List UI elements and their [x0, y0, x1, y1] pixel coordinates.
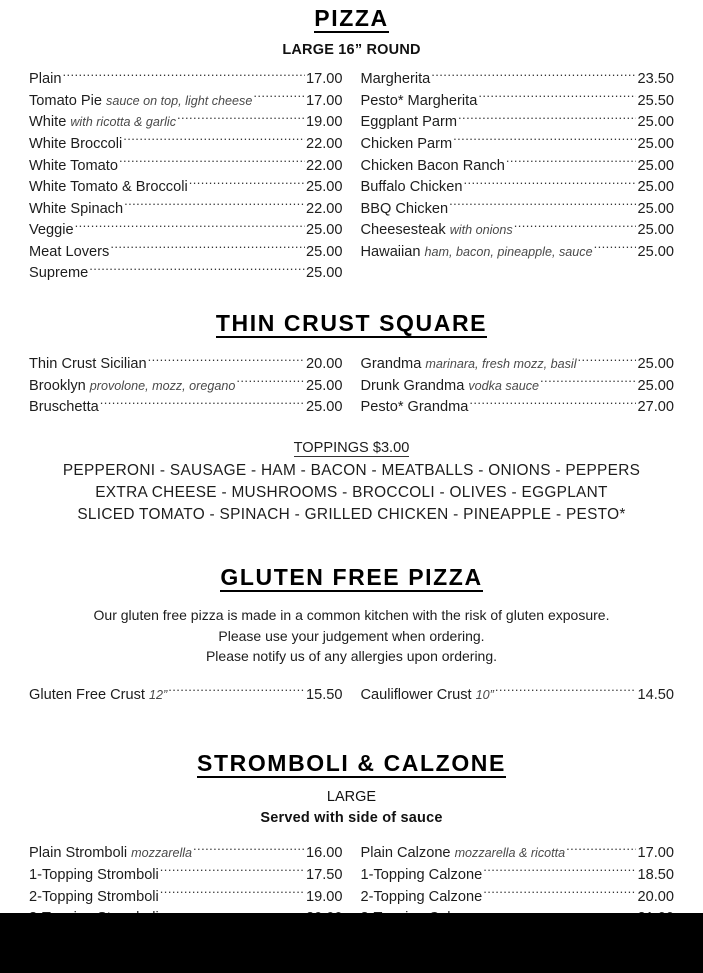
menu-item-row	[29, 242, 343, 264]
dot-leader	[483, 887, 636, 901]
menu-item-price: 17.00	[305, 71, 343, 88]
dot-leader	[177, 112, 305, 126]
menu-item-row	[361, 199, 675, 221]
gluten-free-notes	[0, 605, 703, 667]
menu-item-price: 23.50	[637, 71, 674, 88]
menu-item-price: 25.00	[305, 265, 343, 282]
menu-item-price: 22.00	[305, 135, 343, 152]
footer-bar	[0, 913, 703, 973]
dot-leader	[566, 843, 636, 857]
dot-leader	[124, 199, 305, 213]
menu-item-name: Thin Crust Sicilian	[29, 356, 147, 373]
menu-item-row	[361, 220, 675, 242]
pizza-column-right	[361, 69, 675, 285]
dot-leader	[168, 685, 305, 699]
dot-leader	[193, 843, 305, 857]
section-heading-pizza	[0, 6, 703, 33]
menu-item-name: White	[29, 114, 67, 131]
menu-item-price: 20.00	[637, 888, 674, 905]
dot-leader	[469, 397, 636, 411]
menu-item-price: 25.00	[637, 200, 674, 217]
menu-item-description: ham, bacon, pineapple, sauce	[424, 244, 593, 259]
menu-item-price: 25.00	[637, 377, 674, 394]
menu-item-name: Hawaiian	[360, 243, 421, 260]
section-heading-stromboli-calzone-text: STROMBOLI & CALZONE	[197, 751, 506, 778]
gluten-free-column-left	[29, 685, 343, 707]
menu-item-name: 2-Topping Stromboli	[29, 888, 159, 905]
menu-item-row	[29, 134, 343, 156]
menu-item-price: 27.00	[637, 399, 674, 416]
menu-item-row	[29, 397, 343, 419]
menu-item-price: 25.00	[637, 135, 674, 152]
menu-item-price: 25.00	[637, 157, 674, 174]
toppings-list	[0, 460, 703, 526]
dot-leader	[119, 156, 305, 170]
menu-item-name: Eggplant Parm	[360, 114, 458, 131]
dot-leader	[100, 397, 305, 411]
dot-leader	[189, 177, 305, 191]
menu-item-name: White Tomato & Broccoli	[29, 179, 188, 196]
menu-item-price: 17.50	[305, 866, 343, 883]
menu-item-price: 14.50	[637, 686, 674, 703]
menu-item-name: Bruschetta	[29, 399, 99, 416]
menu-item-price: 17.00	[305, 92, 343, 109]
pizza-columns	[0, 69, 703, 285]
menu-item-name: Chicken Parm	[360, 135, 453, 152]
menu-item-row	[361, 242, 675, 264]
section-heading-gluten-free-pizza-text: GLUTEN FREE PIZZA	[220, 565, 482, 592]
thin-crust-column-right	[361, 354, 675, 419]
dot-leader	[458, 112, 636, 126]
menu-item-name: Plain Stromboli	[29, 845, 128, 862]
dot-leader	[594, 242, 637, 256]
dot-leader	[578, 354, 637, 368]
menu-item-name: 1-Topping Stromboli	[29, 866, 159, 883]
dot-leader	[62, 69, 305, 83]
menu-item-name: Brooklyn	[29, 377, 86, 394]
menu-item-row	[29, 69, 343, 91]
section-subtitle-stromboli-large: LARGE	[326, 789, 377, 806]
menu-item-row	[29, 263, 343, 285]
menu-item-description: 12”	[148, 687, 168, 702]
menu-item-name: Meat Lovers	[29, 243, 110, 260]
dot-leader	[449, 199, 636, 213]
menu-item-row	[361, 134, 675, 156]
section-heading-gluten-free-pizza	[0, 565, 703, 592]
menu-item-description: sauce on top, light cheese	[106, 93, 253, 108]
section-subtitle-stromboli-sauce: Served with side of sauce	[260, 810, 443, 827]
menu-item-description: vodka sauce	[468, 378, 540, 393]
menu-item-name: White Spinach	[29, 200, 124, 217]
menu-item-price: 25.00	[305, 222, 343, 239]
menu-item-price: 25.00	[305, 377, 343, 394]
menu-item-name: Drunk Grandma	[360, 377, 465, 394]
menu-item-name: White Tomato	[29, 157, 118, 174]
dot-leader	[236, 376, 305, 390]
dot-leader	[160, 887, 305, 901]
gluten-free-columns	[0, 685, 703, 707]
dot-leader	[478, 91, 636, 105]
menu-item-name: Plain	[29, 71, 62, 88]
section-heading-stromboli-calzone	[0, 751, 703, 778]
menu-item-row	[361, 156, 675, 178]
menu-item-description: provolone, mozz, oregano	[89, 378, 236, 393]
menu-item-description: marinara, fresh mozz, basil	[425, 357, 577, 372]
menu-item-row	[361, 843, 675, 865]
menu-item-row	[29, 112, 343, 134]
menu-item-price: 25.00	[305, 399, 343, 416]
menu-item-row	[29, 685, 343, 707]
menu-item-row	[361, 887, 675, 909]
menu-item-row	[29, 376, 343, 398]
section-heading-thin-crust-square-text: THIN CRUST SQUARE	[216, 311, 487, 338]
menu-item-name: Cheesesteak	[360, 222, 446, 239]
menu-item-price: 18.50	[637, 866, 674, 883]
menu-item-price: 22.00	[305, 157, 343, 174]
menu-item-row	[361, 91, 675, 113]
menu-item-name: Veggie	[29, 222, 74, 239]
menu-item-row	[361, 112, 675, 134]
menu-item-name: Gluten Free Crust	[29, 686, 145, 703]
menu-item-price: 19.00	[305, 114, 343, 131]
dot-leader	[463, 177, 636, 191]
menu-item-name: Buffalo Chicken	[360, 179, 463, 196]
dot-leader	[110, 242, 305, 256]
menu-item-name: Plain Calzone	[360, 845, 451, 862]
menu-item-row	[361, 354, 675, 376]
menu-item-row	[361, 685, 675, 707]
dot-leader	[89, 263, 305, 277]
menu-item-name: Tomato Pie	[29, 92, 103, 109]
menu-item-row	[29, 156, 343, 178]
menu-item-name: Pesto* Grandma	[360, 399, 469, 416]
menu-item-row	[361, 69, 675, 91]
menu-item-name: Cauliflower Crust	[360, 686, 472, 703]
menu-item-row	[29, 865, 343, 887]
dot-leader	[123, 134, 305, 148]
menu-item-name: 2-Topping Calzone	[360, 888, 483, 905]
menu-item-row	[361, 865, 675, 887]
toppings-line: PEPPERONI - SAUSAGE - HAM - BACON - MEATBALLS - ONIONS - PEPPERS	[62, 462, 641, 479]
thin-crust-columns	[0, 354, 703, 419]
toppings-title-text: TOPPINGS $3.00	[293, 440, 410, 456]
menu-item-row	[29, 91, 343, 113]
dot-leader	[540, 376, 636, 390]
menu-item-row	[361, 376, 675, 398]
menu-item-row	[361, 177, 675, 199]
pizza-column-left	[29, 69, 343, 285]
thin-crust-column-left	[29, 354, 343, 419]
menu-item-row	[29, 177, 343, 199]
menu-item-description: mozzarella & ricotta	[454, 846, 566, 861]
menu-item-description: with onions	[449, 223, 513, 238]
menu-item-price: 17.00	[637, 845, 674, 862]
menu-item-price: 25.00	[637, 222, 674, 239]
menu-item-row	[29, 220, 343, 242]
menu-item-row	[29, 199, 343, 221]
gluten-free-column-right	[361, 685, 675, 707]
menu-item-name: 1-Topping Calzone	[360, 866, 483, 883]
gluten-free-note: Our gluten free pizza is made in a common kitchen with the risk of gluten exposure.	[93, 607, 610, 624]
dot-leader	[483, 865, 636, 879]
menu-item-description: mozzarella	[131, 846, 193, 861]
menu-item-name: Chicken Bacon Ranch	[360, 157, 505, 174]
toppings-line: EXTRA CHEESE - MUSHROOMS - BROCCOLI - OLIVES - EGGPLANT	[95, 484, 608, 501]
menu-item-row	[29, 843, 343, 865]
menu-item-price: 22.00	[305, 200, 343, 217]
dot-leader	[75, 220, 305, 234]
section-heading-thin-crust-square	[0, 311, 703, 338]
menu-item-price: 25.00	[637, 179, 674, 196]
dot-leader	[431, 69, 636, 83]
dot-leader	[506, 156, 637, 170]
menu-item-row	[361, 397, 675, 419]
dot-leader	[495, 685, 637, 699]
menu-item-name: Margherita	[360, 71, 431, 88]
menu-item-price: 25.00	[637, 114, 674, 131]
menu-item-name: White Broccoli	[29, 135, 123, 152]
dot-leader	[148, 354, 305, 368]
gluten-free-note: Please use your judgement when ordering.	[218, 627, 485, 644]
menu-item-row	[29, 354, 343, 376]
menu-item-price: 25.50	[637, 92, 674, 109]
menu-item-description: with ricotta & garlic	[70, 115, 176, 130]
menu-item-price: 25.00	[305, 243, 343, 260]
menu-item-price: 19.00	[305, 888, 343, 905]
dot-leader	[514, 220, 637, 234]
menu-item-row	[29, 887, 343, 909]
dot-leader	[253, 91, 305, 105]
dot-leader	[453, 134, 636, 148]
menu-item-name: BBQ Chicken	[360, 200, 449, 217]
dot-leader	[160, 865, 305, 879]
section-subtitle-pizza: LARGE 16” ROUND	[282, 42, 421, 59]
menu-item-price: 25.00	[305, 179, 343, 196]
gluten-free-note: Please notify us of any allergies upon ordering.	[205, 648, 498, 665]
section-heading-pizza-text: PIZZA	[314, 6, 388, 33]
menu-item-description: 10”	[475, 687, 494, 702]
menu-item-name: Grandma	[360, 356, 422, 373]
menu-item-name: Supreme	[29, 265, 89, 282]
menu-item-price: 20.00	[305, 356, 343, 373]
menu-item-price: 16.00	[305, 845, 343, 862]
menu-item-name: Pesto* Margherita	[360, 92, 478, 109]
menu-item-price: 15.50	[305, 686, 343, 703]
menu-item-price: 25.00	[637, 243, 674, 260]
toppings-title	[0, 440, 703, 457]
menu-item-price: 25.00	[637, 356, 674, 373]
toppings-line: SLICED TOMATO - SPINACH - GRILLED CHICKEN - PINEAPPLE - PESTO*	[77, 506, 626, 523]
